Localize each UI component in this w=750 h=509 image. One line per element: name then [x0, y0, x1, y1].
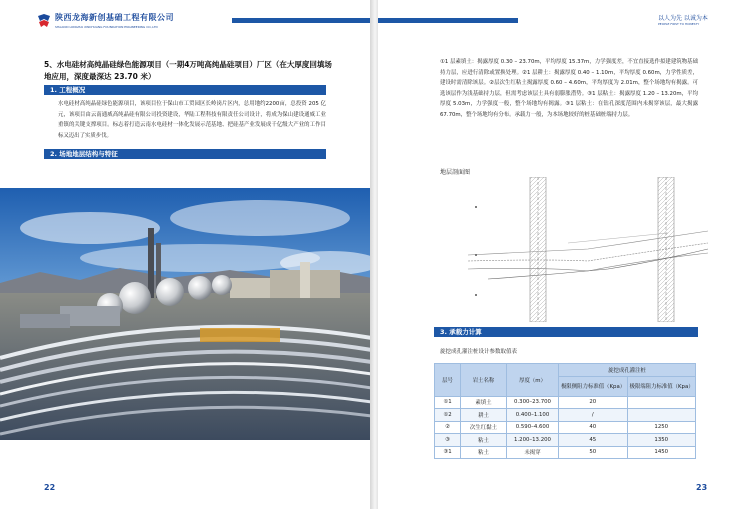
header-end-resistance: 极限端阻力标准值（Kpa） — [627, 376, 696, 396]
slogan-en: PEOPLE FIRST TO HONESTY — [658, 22, 700, 26]
cell-end — [627, 409, 696, 422]
cell-layer: ② — [435, 421, 461, 434]
cell-side: 45 — [559, 434, 628, 447]
header-group: 旋挖成孔灌注桩 — [559, 364, 696, 377]
cell-end: 1350 — [627, 434, 696, 447]
strata-paragraph: ①1 层素填土：揭露厚度 0.30 – 23.70m，平均厚度 15.37m，力学强度差，不宜直接选作拟建建筑物基础持力层，应进行清除或置换处理。②1 层耕土：揭露厚度 0.40 – 1.10m，平均厚度 0.60m，力学性质差，建设时需清除该层。②层次生红粘土揭露厚度 0.60 – 4.60m，平均厚度为 2.01m，整个场地均有揭露。可选该层作为浅基础持力层，但需考虑该层土具有弱膨胀潜势。③1 层粘土：揭露厚度 1.20 – 13.20m，平均厚度 5.03m，力学强度一般，整个场地均有揭露。③1 层粘土：在钻孔深度范围内未揭穿该层，最大揭露 67.70m，整个场地均有分布。承载力一般，为本场地较好的桩基础桩端持力层。 — [440, 59, 698, 118]
header-bar-right — [378, 18, 518, 23]
cell-thickness: 1.200–13.200 — [507, 434, 559, 447]
table-row — [435, 409, 696, 422]
left-page — [0, 0, 372, 509]
cell-side: 20 — [559, 396, 628, 409]
subsection-overview-bar — [44, 85, 326, 95]
table-row — [435, 446, 696, 459]
cell-thickness: 0.400–1.100 — [507, 409, 559, 422]
cell-end: 1250 — [627, 421, 696, 434]
cell-name: 粘土 — [461, 434, 507, 447]
parameter-table — [434, 363, 696, 459]
cell-side: 40 — [559, 421, 628, 434]
cell-end — [627, 396, 696, 409]
right-page — [378, 0, 750, 509]
table-row — [435, 434, 696, 447]
page-number-right: 23 — [696, 483, 708, 492]
plant-photo — [0, 188, 372, 440]
cell-layer: ③1 — [435, 446, 461, 459]
company-name-en: SHAANXI LONGHAI XINCHUANG FOUNDATION ENGINEERING CO.,LTD — [55, 25, 158, 29]
header-name: 岩土名称 — [461, 364, 507, 397]
cell-layer: ③ — [435, 434, 461, 447]
cell-thickness: 0.300–23.700 — [507, 396, 559, 409]
subsection-strata-title: 2. 场地地层结构与特征 — [50, 150, 118, 158]
cell-thickness: 0.590–4.600 — [507, 421, 559, 434]
cell-name: 粘土 — [461, 446, 507, 459]
table-row — [435, 421, 696, 434]
company-logo-icon — [36, 13, 52, 28]
cell-name: 耕土 — [461, 409, 507, 422]
cell-side: / — [559, 409, 628, 422]
company-name: 陕西龙海新创基础工程有限公司 — [55, 13, 174, 22]
subsection-strata-bar — [44, 149, 326, 159]
header-layer: 层号 — [435, 364, 461, 397]
cell-layer: ①1 — [435, 396, 461, 409]
cell-end: 1450 — [627, 446, 696, 459]
header-bar — [232, 18, 372, 23]
header-side-resistance: 极限侧阻力标准值（Kpa） — [559, 376, 628, 396]
section-title: 5、水电硅材高纯晶硅绿色能源项目（一期4万吨高纯晶硅项目）厂区（在大厚度回填场地应用，深度最深达 23.70 米） — [44, 60, 332, 81]
strata-section-label: 地层剖面图 — [440, 169, 471, 176]
strata-section-diagram — [468, 177, 708, 322]
table-row — [435, 396, 696, 409]
cell-side: 50 — [559, 446, 628, 459]
cell-layer: ①2 — [435, 409, 461, 422]
header-thickness: 厚度（m） — [507, 364, 559, 397]
overview-paragraph: 水电硅材高纯晶硅绿色能源项目，该项目位于保山市工贸园区长岭岗片区内，总用地约2200亩，总投资 205 亿元，该项目由云南通威高纯晶硅有限公司投资建设，华陆工程科技有限责任公司设计，将成为保山建设通威工业重镇的关键支撑项目。标志着打造云南水电硅材一体化发展示范基地、把硅基产业发展成千亿级大产业的工作目标又迈出了实质步伐。 — [58, 101, 326, 139]
subsection-bearing-bar — [434, 327, 698, 337]
cell-thickness: 未揭穿 — [507, 446, 559, 459]
subsection-overview-title: 1. 工程概况 — [50, 86, 86, 94]
table-caption: 旋挖成孔灌注桩设计参数取值表 — [440, 349, 518, 355]
page-number-left: 22 — [44, 483, 56, 492]
cell-name: 素填土 — [461, 396, 507, 409]
cell-name: 次生红黏土 — [461, 421, 507, 434]
subsection-bearing-title: 3. 承载力计算 — [440, 328, 482, 336]
slogan: 以人为先 以诚为本 — [658, 15, 708, 22]
